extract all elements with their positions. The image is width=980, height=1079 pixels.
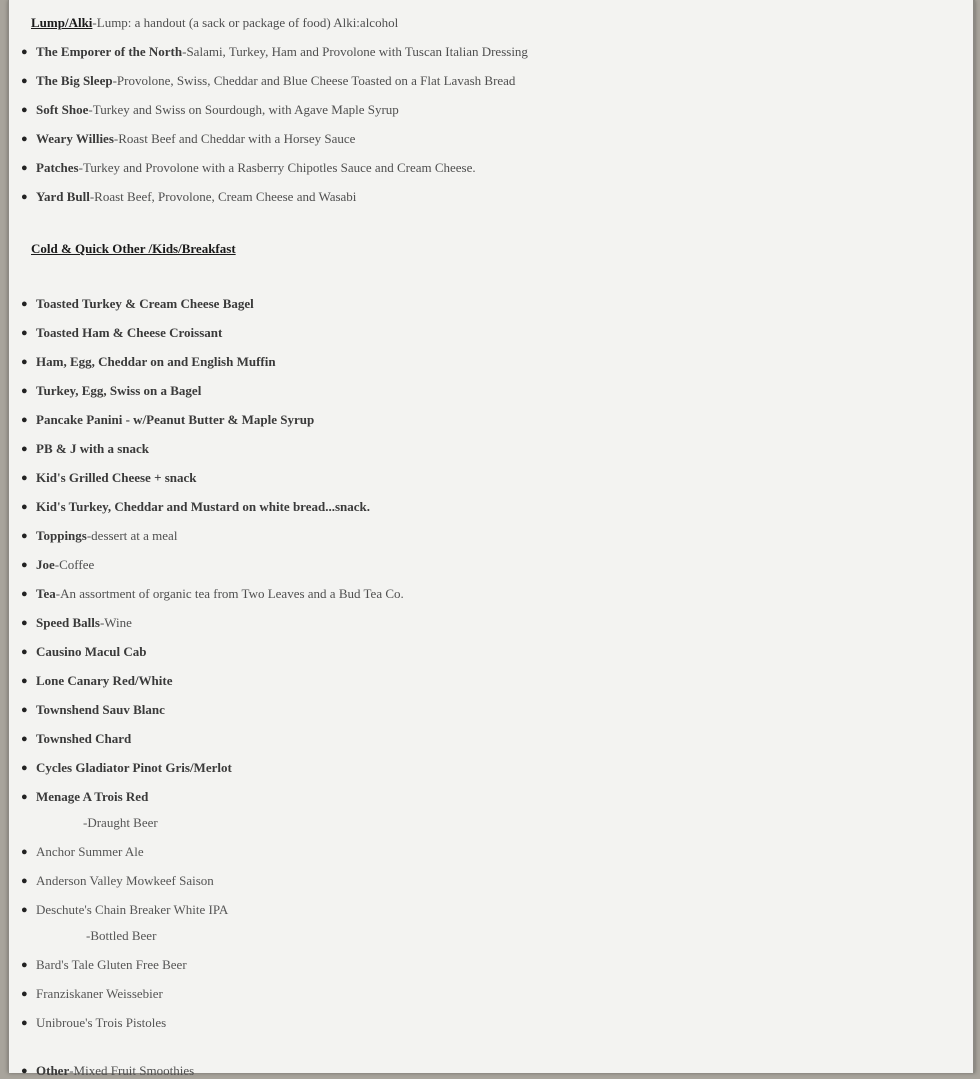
item-desc: -Turkey and Swiss on Sourdough, with Agave Maple Syrup — [88, 102, 399, 117]
item-name: Yard Bull — [36, 189, 90, 204]
item-name: Toppings — [36, 528, 87, 543]
bullet-icon: ● — [21, 356, 28, 368]
item-desc: -Salami, Turkey, Ham and Provolone with Tuscan Italian Dressing — [182, 44, 528, 59]
item-name: Tea — [36, 586, 56, 601]
item-name: Anchor Summer Ale — [36, 844, 144, 859]
item-name: Menage A Trois Red — [36, 789, 149, 804]
item-name: Franziskaner Weissebier — [36, 986, 163, 1001]
bullet-icon: ● — [21, 846, 28, 858]
bullet-icon: ● — [21, 414, 28, 426]
bullet-icon: ● — [21, 385, 28, 397]
lump-alki-heading[interactable]: Lump/Alki — [31, 15, 93, 30]
item-desc: -Roast Beef, Provolone, Cream Cheese and Wasabi — [89, 189, 357, 204]
item-desc: -Turkey and Provolone with a Rasberry Chipotles Sauce and Cream Cheese. — [78, 160, 476, 175]
item-name: Townshed Chard — [36, 731, 132, 746]
item-name: Toasted Ham & Cheese Croissant — [36, 325, 223, 340]
list-item — [21, 499, 370, 515]
item-name: The Big Sleep — [36, 73, 113, 88]
list-item — [21, 986, 163, 1002]
item-name: Turkey, Egg, Swiss on a Bagel — [36, 383, 202, 398]
bullet-icon: ● — [21, 530, 28, 542]
bullet-icon: ● — [21, 791, 28, 803]
item-name: Joe — [36, 557, 55, 572]
bullet-icon: ● — [21, 327, 28, 339]
list-item — [21, 731, 132, 747]
bullet-icon: ● — [21, 501, 28, 513]
list-item — [21, 586, 404, 602]
item-name: Causino Macul Cab — [36, 644, 147, 659]
list-item — [21, 383, 202, 399]
list-item — [21, 189, 357, 205]
bullet-icon: ● — [21, 704, 28, 716]
list-item — [21, 102, 399, 118]
item-name: Kid's Turkey, Cheddar and Mustard on white bread...snack. — [36, 499, 370, 514]
cold-quick-heading[interactable]: Cold & Quick Other /Kids/Breakfast — [31, 241, 236, 256]
cold-quick-line — [31, 241, 236, 257]
item-name: Unibroue's Trois Pistoles — [36, 1015, 167, 1030]
list-item — [21, 557, 95, 573]
item-desc: -Roast Beef and Cheddar with a Horsey Sauce — [113, 131, 356, 146]
item-name: Other — [36, 1063, 70, 1078]
bullet-icon: ● — [21, 959, 28, 971]
item-name: Speed Balls — [36, 615, 100, 630]
item-name: Bard's Tale Gluten Free Beer — [36, 957, 187, 972]
list-item — [21, 296, 254, 312]
bullet-icon: ● — [21, 75, 28, 87]
list-item — [21, 470, 197, 486]
list-item — [21, 44, 528, 60]
bullet-icon: ● — [21, 646, 28, 658]
bullet-icon: ● — [21, 559, 28, 571]
bullet-icon: ● — [21, 1065, 28, 1077]
bullet-icon: ● — [21, 988, 28, 1000]
menu-page — [8, 0, 975, 1078]
item-name: Lone Canary Red/White — [36, 673, 173, 688]
list-item — [21, 73, 516, 89]
item-desc: -Coffee — [54, 557, 95, 572]
bullet-icon: ● — [21, 617, 28, 629]
list-item-partial — [21, 1063, 195, 1079]
list-item — [21, 760, 232, 776]
lump-alki-line — [31, 15, 398, 31]
item-name: Anderson Valley Mowkeef Saison — [36, 873, 214, 888]
bullet-icon: ● — [21, 133, 28, 145]
item-name: Cycles Gladiator Pinot Gris/Merlot — [36, 760, 232, 775]
list-item — [21, 902, 229, 918]
bullet-icon: ● — [21, 675, 28, 687]
list-item — [21, 354, 276, 370]
list-item — [21, 673, 173, 689]
bullet-icon: ● — [21, 875, 28, 887]
list-item — [21, 325, 223, 341]
item-name: Patches — [36, 160, 79, 175]
item-name: Pancake Panini - w/Peanut Butter & Maple Syrup — [36, 412, 315, 427]
item-name: Weary Willies — [36, 131, 114, 146]
list-item — [21, 1015, 167, 1031]
item-desc: -Mixed Fruit Smoothies — [69, 1063, 195, 1078]
bottled-beer-label: -Bottled Beer — [86, 928, 157, 943]
bullet-icon: ● — [21, 162, 28, 174]
list-item — [21, 131, 356, 147]
draught-beer-label: -Draught Beer — [83, 815, 158, 830]
bullet-icon: ● — [21, 191, 28, 203]
bullet-icon: ● — [21, 298, 28, 310]
item-desc: -dessert at a meal — [86, 528, 178, 543]
list-item — [21, 644, 147, 660]
bullet-icon: ● — [21, 1017, 28, 1029]
list-item — [21, 528, 178, 544]
item-name: Townshend Sauv Blanc — [36, 702, 165, 717]
bullet-icon: ● — [21, 733, 28, 745]
item-name: PB & J with a snack — [36, 441, 150, 456]
bullet-icon: ● — [21, 904, 28, 916]
bullet-icon: ● — [21, 46, 28, 58]
list-item — [21, 702, 165, 718]
item-desc: -An assortment of organic tea from Two Leaves and a Bud Tea Co. — [55, 586, 404, 601]
item-name: Toasted Turkey & Cream Cheese Bagel — [36, 296, 254, 311]
list-item — [21, 615, 132, 631]
list-item — [21, 873, 214, 889]
list-item — [21, 160, 476, 176]
list-item — [21, 412, 315, 428]
item-name: Soft Shoe — [36, 102, 89, 117]
item-desc: -Provolone, Swiss, Cheddar and Blue Cheese Toasted on a Flat Lavash Bread — [112, 73, 516, 88]
list-item — [21, 844, 144, 860]
list-item — [21, 441, 150, 457]
item-name: Ham, Egg, Cheddar on and English Muffin — [36, 354, 276, 369]
item-name: The Emporer of the North — [36, 44, 183, 59]
bullet-icon: ● — [21, 104, 28, 116]
lump-alki-note: -Lump: a handout (a sack or package of food) Alki:alcohol — [92, 15, 399, 30]
item-name: Kid's Grilled Cheese + snack — [36, 470, 197, 485]
bullet-icon: ● — [21, 472, 28, 484]
item-desc: -Wine — [99, 615, 132, 630]
bullet-icon: ● — [21, 588, 28, 600]
bullet-icon: ● — [21, 762, 28, 774]
list-item — [21, 789, 149, 805]
list-item — [21, 957, 187, 973]
bullet-icon: ● — [21, 443, 28, 455]
item-name: Deschute's Chain Breaker White IPA — [36, 902, 229, 917]
